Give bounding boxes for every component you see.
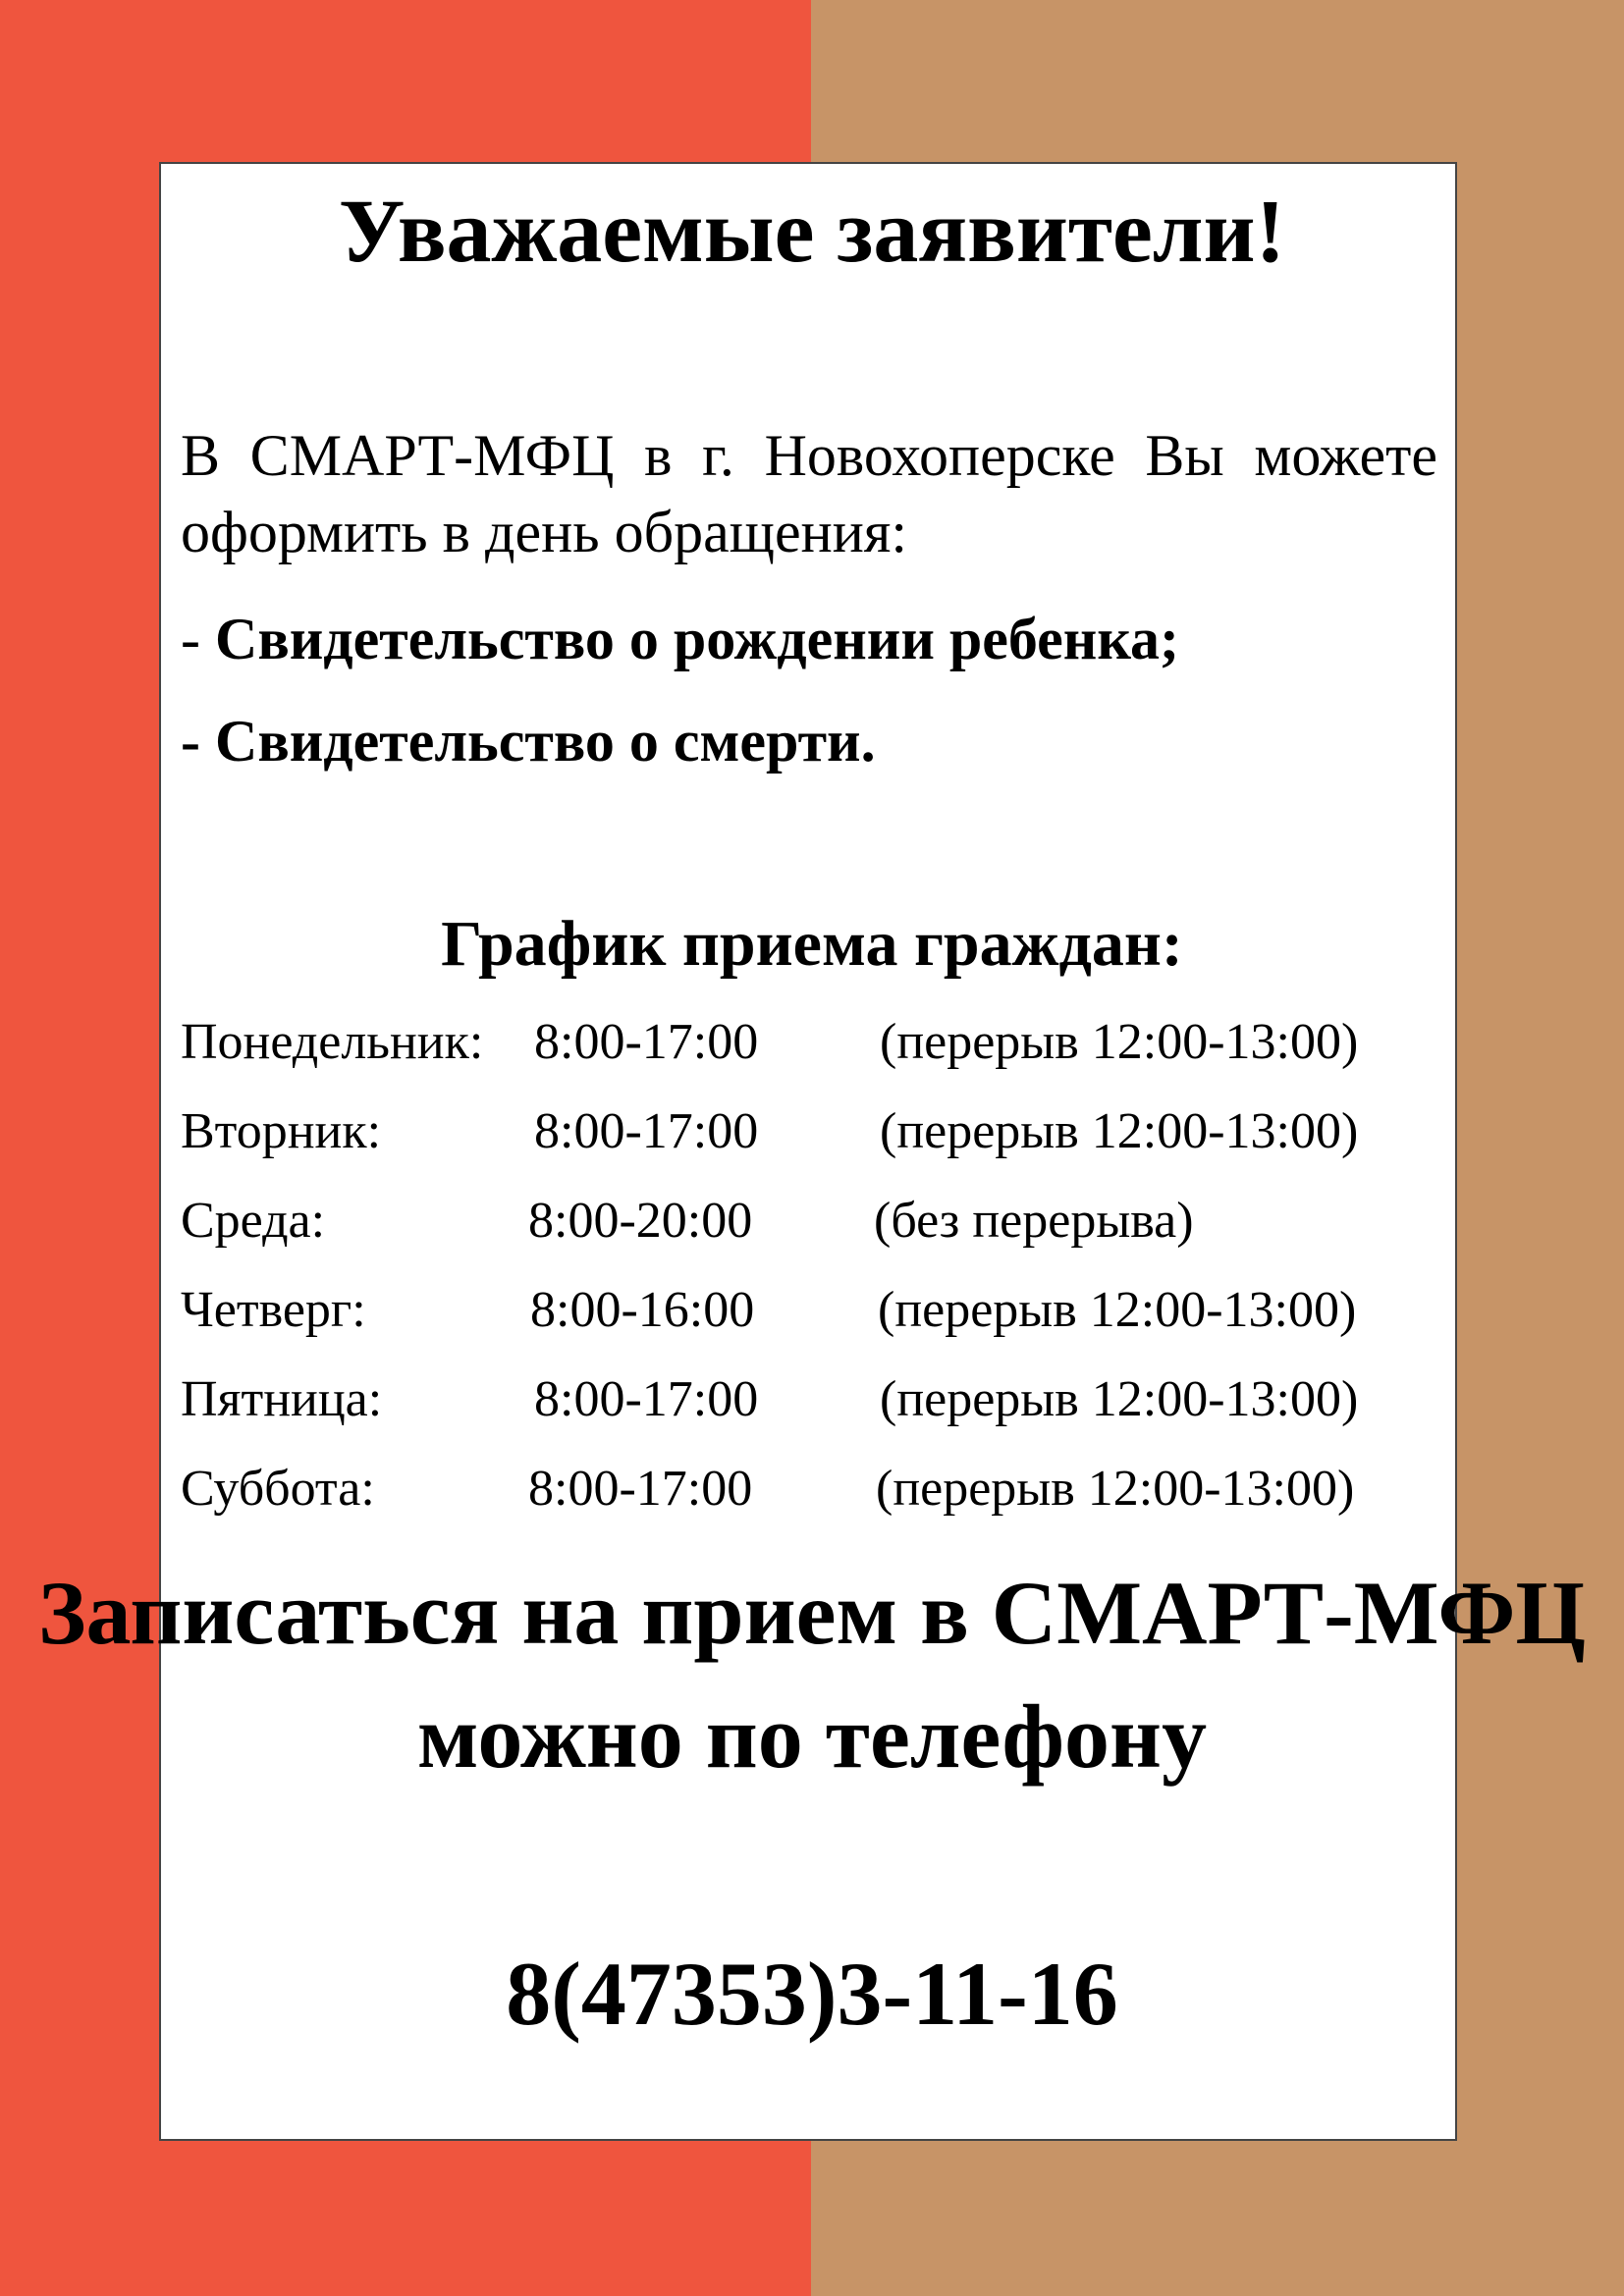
schedule-hours: 8:00-17:00 — [534, 1371, 759, 1427]
schedule-break: (без перерыва) — [874, 1193, 1194, 1249]
schedule-break: (перерыв 12:00-13:00) — [876, 1461, 1355, 1517]
service-item — [181, 705, 1437, 777]
notice-title: Уважаемые заявители! — [338, 181, 1286, 281]
service-prefix: - — [181, 607, 215, 671]
service-text: Свидетельство о рождении ребенка; — [214, 607, 1179, 671]
service-text: Свидетельство о смерти. — [214, 709, 876, 774]
schedule-hours: 8:00-17:00 — [528, 1461, 753, 1517]
schedule-break: (перерыв 12:00-13:00) — [880, 1014, 1359, 1070]
intro-text: В СМАРТ-МФЦ в г. Новохоперске Вы можете оформить в день обращения: — [181, 423, 1437, 564]
schedule-day: Среда: — [181, 1193, 326, 1249]
schedule-break: (перерыв 12:00-13:00) — [878, 1282, 1357, 1338]
schedule-title: График приема граждан: — [441, 908, 1183, 980]
call-to-action: Записаться на прием в СМАРТ-МФЦ можно по телефону — [38, 1563, 1586, 1787]
schedule-hours: 8:00-17:00 — [534, 1014, 759, 1070]
schedule-day: Вторник: — [181, 1103, 382, 1159]
schedule-hours: 8:00-17:00 — [534, 1103, 759, 1159]
schedule-break: (перерыв 12:00-13:00) — [880, 1371, 1359, 1427]
schedule-day: Суббота: — [181, 1461, 375, 1517]
schedule-break: (перерыв 12:00-13:00) — [880, 1103, 1359, 1159]
schedule-hours: 8:00-16:00 — [530, 1282, 755, 1338]
schedule-day: Понедельник: — [181, 1014, 484, 1070]
phone-number: 8(47353)3-11-16 — [506, 1944, 1118, 2044]
service-item — [181, 603, 1437, 675]
schedule-hours: 8:00-20:00 — [528, 1193, 753, 1249]
schedule-day: Пятница: — [181, 1371, 383, 1427]
service-prefix: - — [181, 709, 215, 774]
schedule-day: Четверг: — [181, 1282, 366, 1338]
